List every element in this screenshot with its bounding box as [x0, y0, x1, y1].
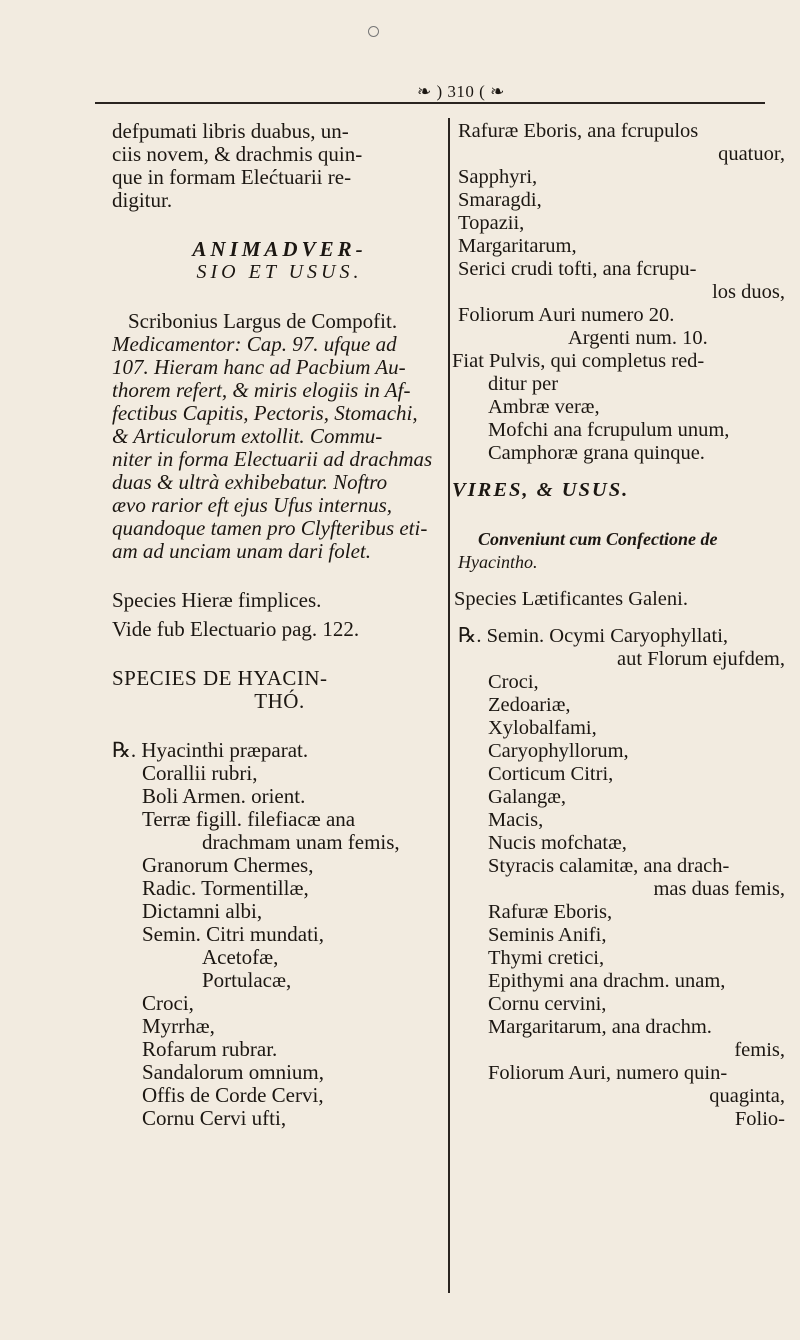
recipe-line: Thymi cretici, [488, 947, 605, 969]
intro-line: defpumati libris duabus, un- [112, 119, 349, 143]
left-column [112, 120, 447, 1130]
recipe-line: Serici crudi tofti, ana fcrupu- [458, 258, 697, 280]
recipe-line: Zedoariæ, [488, 694, 571, 716]
commentary-line: quandoque tamen pro Clyfteribus eti- [112, 516, 428, 540]
catchword: Folio- [734, 1108, 785, 1130]
recipe-line: mas duas femis, [653, 878, 785, 900]
recipe-line: Foliorum Auri numero 20. [458, 304, 675, 326]
recipe-line: Semin. Citri mundati, [142, 922, 324, 946]
recipe-line: Rafuræ Eboris, [488, 901, 613, 923]
recipe-line: Sapphyri, [458, 166, 538, 188]
recipe-line: quatuor, [718, 143, 785, 165]
recipe-line: Terræ figill. filefiacæ ana [142, 807, 356, 831]
commentary-line: 107. Hieram hanc ad Pacbium Au- [112, 355, 406, 379]
commentary-line: Conveniunt cum Confectione de [478, 529, 718, 549]
recipe-line: drachmam unam femis, [202, 830, 400, 854]
commentary-line: Medicamentor: Cap. 97. ufque ad [112, 332, 397, 356]
recipe-line: Rafuræ Eboris, ana fcrupulos [458, 120, 699, 142]
recipe-line: Fiat Pulvis, qui completus red- [452, 350, 705, 372]
recipe-line: Caryophyllorum, [488, 740, 629, 762]
recipe-line: Offis de Corde Cervi, [142, 1083, 324, 1107]
recipe-line: Croci, [488, 671, 539, 693]
recipe-line: Epithymi ana drachm. unam, [488, 970, 726, 992]
commentary-line: thorem refert, & miris elogiis in Af- [112, 378, 411, 402]
species-heading: Species Lætificantes Galeni. [454, 588, 688, 610]
recipe-line: Radic. Tormentillæ, [142, 876, 309, 900]
commentary-line: niter in forma Electuarii ad drachmas [112, 447, 433, 471]
recipe-line: Boli Armen. orient. [142, 784, 306, 808]
section-title: VIRES, & USUS. [452, 479, 630, 501]
recipe-line: Myrrhæ, [142, 1014, 215, 1038]
commentary-line: am ad unciam unam dari folet. [112, 539, 371, 563]
recipe-line: Nucis mofchatæ, [488, 832, 627, 854]
recipe-line: Ambræ veræ, [488, 396, 600, 418]
recipe-line: ditur per [488, 373, 559, 395]
recipe-line: los duos, [712, 281, 785, 303]
recipe-line: Macis, [488, 809, 544, 831]
recipe-line: Margaritarum, [458, 235, 577, 257]
recipe-line: Margaritarum, ana drachm. [488, 1016, 712, 1038]
recipe-line: ℞. Hyacinthi præparat. [112, 738, 309, 762]
right-column [452, 120, 793, 1131]
recipe-line: aut Florum ejufdem, [617, 648, 785, 670]
recipe-line: Dictamni albi, [142, 899, 263, 923]
section-title: ANIMADVER- [192, 237, 367, 261]
recipe-line: Foliorum Auri, numero quin- [488, 1062, 728, 1084]
recipe-line: Cornu cervini, [488, 993, 607, 1015]
recipe-line: Argenti num. 10. [568, 327, 708, 349]
recipe-line: Cornu Cervi ufti, [142, 1106, 287, 1130]
recipe-line: Styracis calamitæ, ana drach- [488, 855, 730, 877]
recipe-line: Galangæ, [488, 786, 566, 808]
column-divider [448, 118, 450, 1293]
commentary-line: Hyacintho. [458, 552, 538, 572]
commentary-line: & Articulorum extollit. Commu- [112, 424, 383, 448]
intro-line: que in formam Elećtuarii re- [112, 165, 352, 189]
species-heading: Species Hieræ fimplices. [112, 588, 322, 612]
intro-line: ciis novem, & drachmis quin- [112, 142, 363, 166]
recipe-line: femis, [734, 1039, 785, 1061]
recipe-line: Sandalorum omnium, [142, 1060, 324, 1084]
recipe-line: Seminis Anifi, [488, 924, 607, 946]
running-header [95, 82, 765, 118]
commentary-line: Scribonius Largus de Compofit. [128, 309, 398, 333]
recipe-title: SPECIES DE HYACIN- [112, 666, 328, 690]
page-number: ❧ ) 310 ( ❧ [413, 82, 509, 102]
section-title: SIO ET USUS. [196, 261, 363, 283]
header-rule [95, 102, 765, 104]
recipe-title: THÓ. [254, 689, 305, 713]
commentary-line: fectibus Capitis, Pectoris, Stomachi, [112, 401, 418, 425]
recipe-line: Xylobalfami, [488, 717, 597, 739]
recipe-line: Acetofæ, [202, 945, 279, 969]
recipe-line: Portulacæ, [202, 968, 292, 992]
commentary-line: duas & ultrà exhibebatur. Noftro [112, 470, 388, 494]
recipe-line: quaginta, [709, 1085, 785, 1107]
commentary-line: ævo rarior eft ejus Ufus internus, [112, 493, 393, 517]
recipe-line: Corticum Citri, [488, 763, 614, 785]
page-mark [368, 26, 379, 37]
recipe-line: Topazii, [458, 212, 525, 234]
recipe-line: Rofarum rubrar. [142, 1037, 278, 1061]
recipe-line: Granorum Chermes, [142, 853, 314, 877]
intro-line: digitur. [112, 188, 173, 212]
recipe-line: Corallii rubri, [142, 761, 258, 785]
recipe-line: Mofchi ana fcrupulum unum, [488, 419, 730, 441]
cross-reference: Vide fub Electuario pag. 122. [112, 617, 360, 641]
recipe-line: Camphoræ grana quinque. [488, 442, 705, 464]
recipe-line: Croci, [142, 991, 194, 1015]
recipe-line: Smaragdi, [458, 189, 542, 211]
recipe-line: ℞. Semin. Ocymi Caryophyllati, [458, 625, 729, 647]
